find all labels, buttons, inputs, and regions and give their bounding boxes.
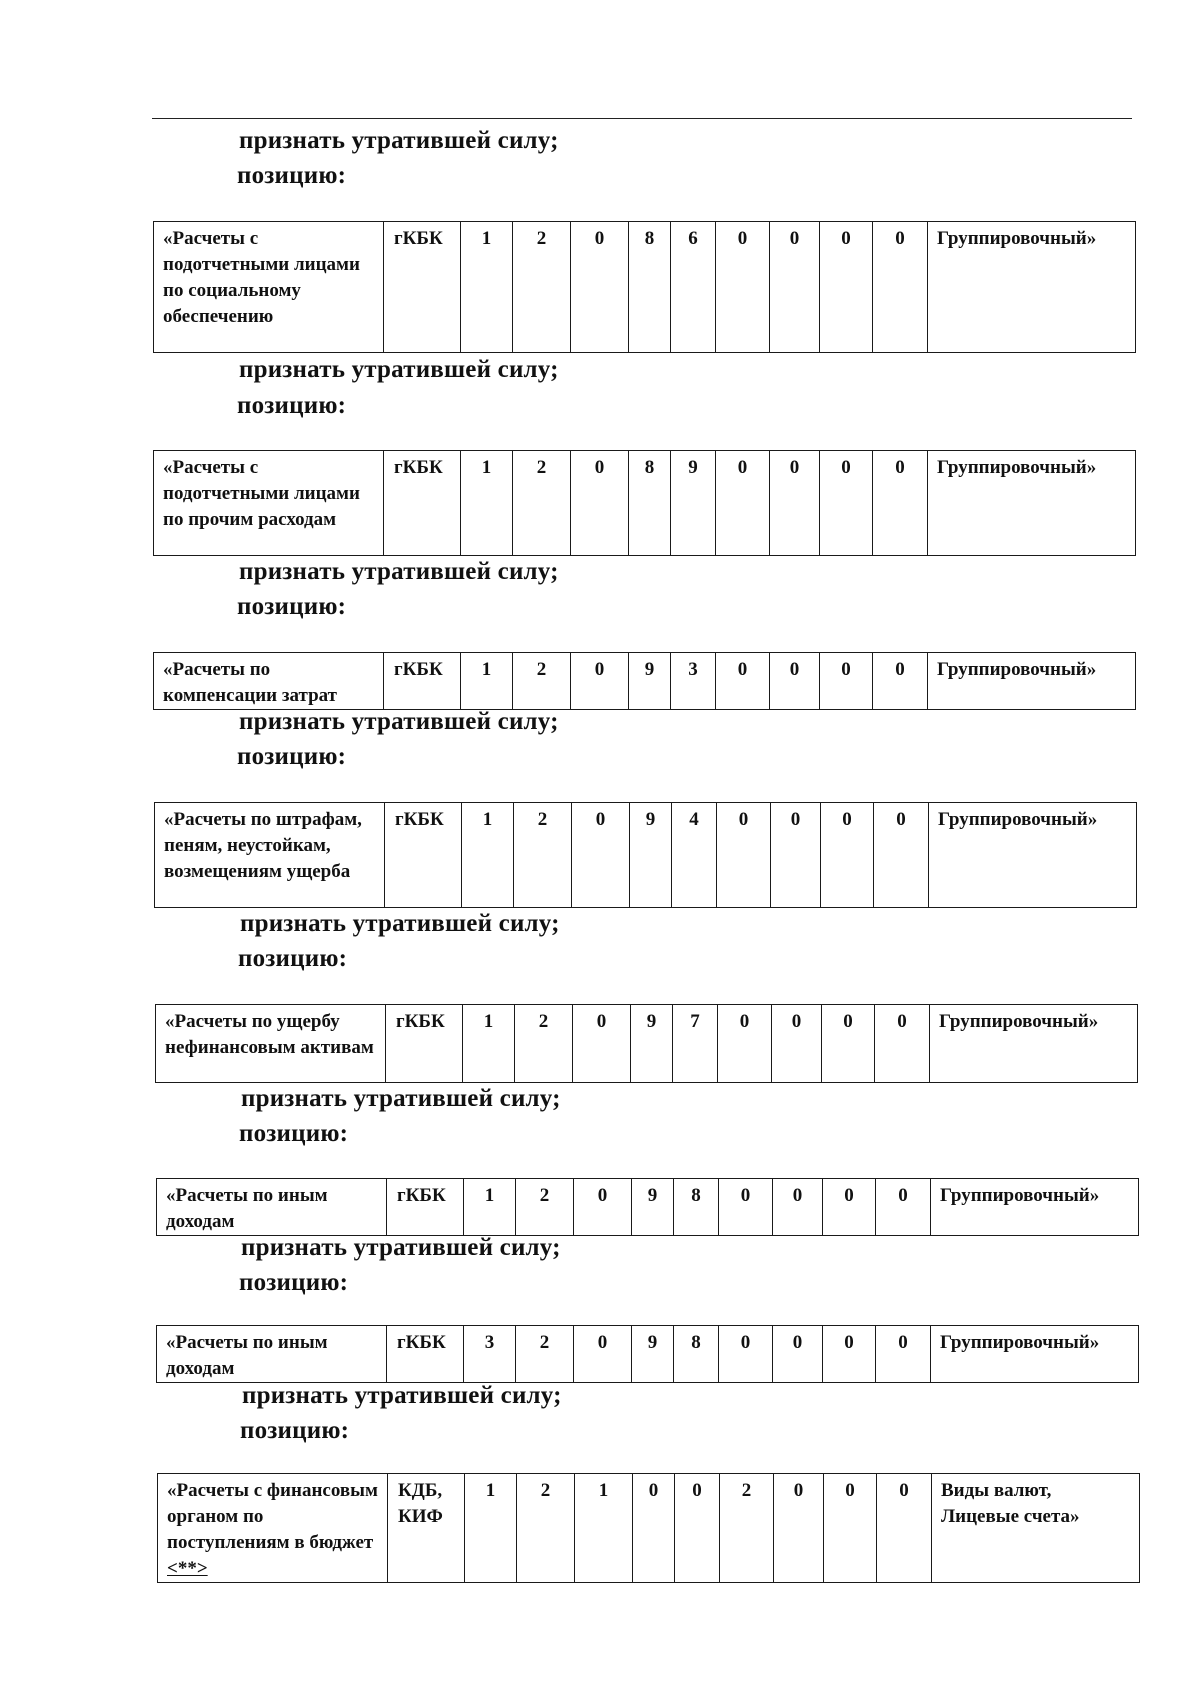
code-digit: 0: [873, 653, 928, 710]
code-type: КДБ, КИФ: [388, 1474, 465, 1583]
code-digit: 9: [629, 653, 671, 710]
code-digit: 9: [630, 803, 672, 908]
code-digit: 2: [515, 1005, 573, 1083]
code-type: гКБК: [384, 653, 461, 710]
account-name: [158, 1474, 388, 1583]
invalidate-text: признать утратившей силу;: [239, 356, 559, 383]
code-digit: 0: [770, 653, 820, 710]
code-digit: 0: [873, 222, 928, 353]
code-digit: 9: [632, 1326, 674, 1383]
code-digit: 0: [875, 1005, 930, 1083]
code-digit: 0: [573, 1005, 631, 1083]
code-digit: 0: [718, 1005, 772, 1083]
code-digit: 0: [633, 1474, 675, 1583]
code-digit: 2: [513, 222, 571, 353]
code-type: гКБК: [387, 1326, 464, 1383]
invalidate-text: признать утратившей силу;: [241, 1234, 561, 1261]
code-digit: 9: [631, 1005, 673, 1083]
account-name: «Расчеты с подотчетными лицами по прочим расходам: [154, 451, 384, 556]
code-digit: 1: [465, 1474, 517, 1583]
invalidate-text: признать утратившей силу;: [242, 1382, 562, 1409]
account-name: «Расчеты с подотчетными лицами по социальному обеспечению: [154, 222, 384, 353]
code-digit: 0: [820, 222, 873, 353]
code-digit: 0: [820, 653, 873, 710]
code-digit: 3: [464, 1326, 516, 1383]
top-rule: [152, 118, 1132, 119]
code-digit: 7: [673, 1005, 718, 1083]
code-digit: 0: [873, 451, 928, 556]
code-digit: 3: [671, 653, 716, 710]
code-digit: 6: [671, 222, 716, 353]
position-label: позицию:: [237, 593, 347, 620]
invalidate-text: признать утратившей силу;: [240, 910, 560, 937]
code-digit: 0: [824, 1474, 877, 1583]
code-digit: 0: [876, 1326, 931, 1383]
analytics: Группировочный»: [928, 222, 1136, 353]
account-name: «Расчеты по ущербу нефинансовым активам: [156, 1005, 386, 1083]
code-digit: 4: [672, 803, 717, 908]
code-table-6: [156, 1178, 1139, 1236]
code-digit: 1: [461, 222, 513, 353]
code-digit: 0: [571, 653, 629, 710]
code-digit: 0: [877, 1474, 932, 1583]
code-digit: 0: [774, 1474, 824, 1583]
code-type: гКБК: [384, 222, 461, 353]
code-digit: 0: [773, 1326, 823, 1383]
code-digit: 0: [571, 222, 629, 353]
code-digit: 0: [719, 1326, 773, 1383]
code-digit: 1: [464, 1179, 516, 1236]
analytics: Группировочный»: [928, 653, 1136, 710]
code-digit: 2: [513, 653, 571, 710]
analytics: Группировочный»: [928, 451, 1136, 556]
code-digit: 0: [874, 803, 929, 908]
code-table-4: [154, 802, 1137, 908]
code-type: гКБК: [386, 1005, 463, 1083]
code-type: гКБК: [384, 451, 461, 556]
code-table-3: [153, 652, 1136, 710]
code-table-1: [153, 221, 1136, 353]
code-digit: 0: [716, 653, 770, 710]
position-label: позицию:: [237, 162, 347, 189]
analytics: Виды валют, Лицевые счета»: [932, 1474, 1140, 1583]
code-digit: 1: [575, 1474, 633, 1583]
code-digit: 0: [717, 803, 771, 908]
footnote-reference[interactable]: <**>: [167, 1558, 208, 1579]
invalidate-text: признать утратившей силу;: [239, 708, 559, 735]
account-name: «Расчеты по компенсации затрат: [154, 653, 384, 710]
analytics: Группировочный»: [931, 1179, 1139, 1236]
position-label: позицию:: [239, 1120, 349, 1147]
code-digit: 0: [823, 1179, 876, 1236]
code-digit: 1: [462, 803, 514, 908]
code-digit: 2: [517, 1474, 575, 1583]
code-digit: 0: [716, 451, 770, 556]
code-digit: 0: [574, 1179, 632, 1236]
code-digit: 0: [770, 451, 820, 556]
code-digit: 0: [823, 1326, 876, 1383]
position-label: позицию:: [237, 392, 347, 419]
code-digit: 0: [572, 803, 630, 908]
code-digit: 0: [773, 1179, 823, 1236]
code-digit: 8: [629, 451, 671, 556]
code-digit: 1: [461, 451, 513, 556]
code-digit: 0: [772, 1005, 822, 1083]
code-digit: 2: [516, 1326, 574, 1383]
code-digit: 2: [516, 1179, 574, 1236]
code-digit: 0: [771, 803, 821, 908]
code-digit: 1: [463, 1005, 515, 1083]
code-table-2: [153, 450, 1136, 556]
account-name: «Расчеты по иным доходам: [157, 1179, 387, 1236]
account-name-text: «Расчеты с финансовым органом по поступлениям в бюджет: [167, 1480, 378, 1553]
code-digit: 0: [822, 1005, 875, 1083]
account-name: «Расчеты по штрафам, пеням, неустойкам, возмещениям ущерба: [155, 803, 385, 908]
invalidate-text: признать утратившей силу;: [241, 1085, 561, 1112]
code-digit: 2: [720, 1474, 774, 1583]
position-label: позицию:: [237, 743, 347, 770]
code-digit: 8: [629, 222, 671, 353]
code-table-7: [156, 1325, 1139, 1383]
code-digit: 1: [461, 653, 513, 710]
position-label: позицию:: [239, 1269, 349, 1296]
code-digit: 8: [674, 1326, 719, 1383]
code-digit: 0: [574, 1326, 632, 1383]
analytics: Группировочный»: [929, 803, 1137, 908]
analytics: Группировочный»: [931, 1326, 1139, 1383]
code-digit: 2: [513, 451, 571, 556]
position-label: позицию:: [238, 945, 348, 972]
code-digit: 8: [674, 1179, 719, 1236]
code-table-8: [157, 1473, 1140, 1583]
code-digit: 9: [632, 1179, 674, 1236]
code-digit: 0: [719, 1179, 773, 1236]
code-digit: 0: [770, 222, 820, 353]
position-label: позицию:: [240, 1417, 350, 1444]
code-digit: 2: [514, 803, 572, 908]
code-digit: 9: [671, 451, 716, 556]
invalidate-text: признать утратившей силу;: [239, 558, 559, 585]
invalidate-text: признать утратившей силу;: [239, 127, 559, 154]
code-digit: 0: [876, 1179, 931, 1236]
code-digit: 0: [571, 451, 629, 556]
code-digit: 0: [675, 1474, 720, 1583]
code-type: гКБК: [385, 803, 462, 908]
code-digit: 0: [820, 451, 873, 556]
code-table-5: [155, 1004, 1138, 1083]
code-digit: 0: [716, 222, 770, 353]
account-name: «Расчеты по иным доходам: [157, 1326, 387, 1383]
analytics: Группировочный»: [930, 1005, 1138, 1083]
code-digit: 0: [821, 803, 874, 908]
code-type: гКБК: [387, 1179, 464, 1236]
